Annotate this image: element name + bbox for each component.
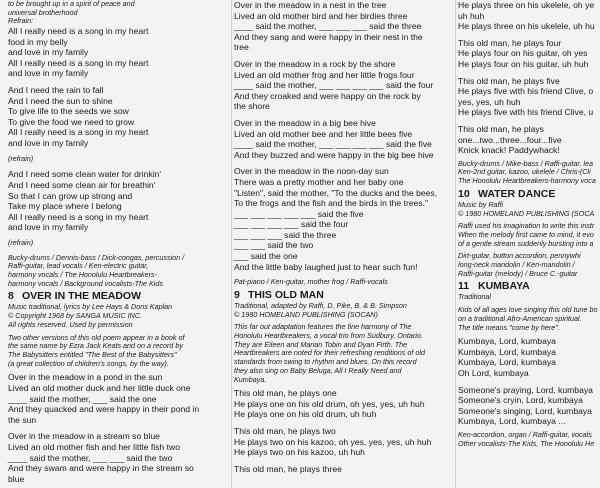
lyric-line: He plays three on his ukelele, uh hu — [458, 21, 595, 32]
note-line: © 1980 HOMELAND PUBLISHING (SOCA — [458, 208, 595, 218]
note-line: Music traditional, lyrics by Lee Hays & Doris Kaplan — [8, 302, 173, 312]
lyric-line: Take my place where I belong — [8, 201, 122, 212]
lyric-line: He plays one on his old drum, oh yes, yes, uh huh — [234, 398, 425, 409]
note-line: Traditional — [458, 292, 492, 302]
lyric-line: And I need the rain to fall — [8, 85, 104, 96]
lyric-line: He plays three on his ukelele, oh ye — [458, 0, 595, 10]
note-line: they also sing on Baby Beluga, All I Really Need and — [234, 365, 402, 375]
lyric-line: ___ ___ ___ ___ said the four — [234, 219, 349, 230]
lyric-line: And they croaked and were happy on the rock by — [234, 90, 421, 101]
note-line: Dirt-guitar, button accordion, pennywhi — [458, 251, 581, 261]
note-line: The Honolulu Heartbreakers-harmony voca — [458, 176, 596, 186]
lyric-line: To give life to the seeds we sow — [8, 106, 129, 117]
note-line: harmony vocals / Background vocalists-The Kids — [8, 278, 163, 288]
lyric-line: "Listen", said the mother, "To the ducks and the bees, — [234, 187, 438, 198]
note-line: This far out adaptation features the fine harmony of The — [234, 322, 412, 332]
lyric-line: This old man, he plays three — [234, 463, 342, 474]
lyric-line: He plays five with his friend Clive, u — [458, 107, 594, 118]
note-line: universal brotherhood — [8, 7, 78, 17]
lyric-line: Lived an old mother duck and her little duck one — [8, 382, 191, 393]
lyric-line: And they swam and were happy in the stream so — [8, 463, 194, 474]
note-line: Kumbaya. — [234, 374, 267, 384]
lyric-line: Kumbaya, Lord, kumbaya — [458, 346, 556, 357]
lyric-line: Kumbaya, Lord, kumbaya — [458, 336, 556, 347]
note-line: The title means "come by here". — [458, 322, 560, 332]
lyric-line: ____ said the mother, ___ ___ ___ said the three — [234, 21, 422, 32]
note-line: Other vocalists-The Kids, The Honolulu He — [458, 438, 595, 448]
note-line: on a traditional Afro-American spiritual. — [458, 313, 582, 323]
lyric-line: And the little baby laughed just to hear such fun! — [234, 261, 418, 272]
section-heading — [234, 289, 456, 302]
lyric-line: the sun — [8, 414, 37, 425]
note-line: Heartbreakers are noted for their refreshing renditions of old — [234, 348, 425, 358]
lyric-line: and love in my family — [8, 68, 89, 79]
lyric-line: tree — [234, 42, 249, 53]
lyric-line: He plays two on his kazoo, uh huh — [234, 447, 365, 458]
lyric-line: ____ said the mother, ___ said the one — [8, 393, 157, 404]
note-line: to be brought up in a spirit of peace and — [8, 0, 135, 8]
note-line: Honolulu Heartbreakers, a vocal trio from Sudbury, Ontario. — [234, 331, 423, 341]
section-heading — [458, 188, 600, 201]
lyric-line: All I really need is a song in my heart — [8, 57, 149, 68]
lyric-line: And I need some clean water for drinkin' — [8, 169, 162, 180]
lyric-line: There was a pretty mother and her baby one — [234, 176, 404, 187]
note-line: Music by Raffi — [458, 199, 504, 209]
track-number: 11 — [458, 280, 470, 293]
note-line: Bucky-drums / Dennis-bass / Dick-congas, percussion / — [8, 252, 185, 262]
track-title: THIS OLD MAN — [248, 288, 324, 301]
lyric-line: and love in my family — [8, 222, 89, 233]
lyric-line: Lived an old mother fish and her little fish two — [8, 441, 180, 452]
note-line: of a gentle stream suddenly bursting into a — [458, 238, 594, 248]
lyric-line: Someone's singing, Lord, kumbaya — [458, 405, 592, 416]
track-number: 8 — [8, 290, 14, 303]
lyric-line: and love in my family — [8, 47, 89, 58]
column-1 — [8, 0, 230, 484]
note-line: long-neck mandolin / Ken-mandolin / — [458, 260, 575, 270]
lyric-line: To the frogs and the fish and the birds in the trees." — [234, 198, 429, 209]
track-number: 10 — [458, 187, 470, 200]
note-line: Pat-piano / Ken-guitar, mother frog / Raffi-vocals — [234, 277, 388, 287]
lyric-line: And they sang and were happy in their nest in the — [234, 31, 423, 42]
note-line: Raffi used his imagination to write this instr — [458, 221, 595, 231]
note-line: Refrain: — [8, 16, 34, 26]
lyric-line: ____ said the mother, ___ ___ ___ ___ said the four — [234, 80, 434, 91]
lyric-line: ___ said the one — [234, 251, 298, 262]
lyric-line: Knick knack! Paddywhack! — [458, 145, 560, 156]
lyric-line: Over in the meadow in a pond in the sun — [8, 372, 163, 383]
lyric-line: Over in the meadow in a nest in the tree — [234, 0, 387, 10]
lyric-line: He plays one on his old drum, uh huh — [234, 409, 377, 420]
lyric-line: This old man, he plays four — [458, 37, 562, 48]
note-line: harmony vocals / The Honolulu Heartbreakers- — [8, 270, 158, 280]
lyric-line: Lived an old mother bird and her birdies three — [234, 10, 408, 21]
lyric-line: And they buzzed and were happy in the big bee hive — [234, 149, 434, 160]
track-title: WATER DANCE — [478, 187, 556, 200]
lyric-line: He plays four on his guitar, oh yes — [458, 48, 588, 59]
lyric-line: Someone's cryin, Lord, kumbaya — [458, 395, 583, 406]
lyric-line: Over in the meadow in a stream so blue — [8, 431, 160, 442]
note-line: © Copyright 1968 by SANGA MUSIC INC. — [8, 311, 143, 321]
lyric-line: and love in my family — [8, 138, 89, 149]
lyric-line: And I need the sun to shine — [8, 95, 113, 106]
note-line: Kids of all ages love singing this old tune bo — [458, 305, 598, 315]
lyric-line: Kumbaya, Lord, kumbaya ... — [458, 416, 566, 427]
lyric-line: ____ said the mother, ___ ___ ___ ___ said the five — [234, 139, 432, 150]
lyric-line: And they quacked and were happy in their pond in — [8, 404, 200, 415]
lyric-line: ___ ___ ___ ___ ___ said the five — [234, 208, 364, 219]
note-line: the same name by Ezra Jack Keats and on a record by — [8, 341, 183, 351]
note-line: (refrain) — [8, 237, 34, 247]
track-number: 9 — [234, 288, 240, 301]
column-3 — [458, 0, 600, 448]
lyric-line: To give the food we need to grow — [8, 116, 135, 127]
lyric-line: He plays two on his kazoo, oh yes, yes, yes, uh huh — [234, 436, 432, 447]
note-line: Traditional, adapted by Raffi, D. Pike, B. & B. Simpson — [234, 300, 407, 310]
lyric-line: ____ said the mother, ___ ___ said the two — [8, 452, 173, 463]
note-line: (refrain) — [8, 153, 34, 163]
note-line: Ken-2nd guitar, kazoo, ukelele / Chris-(Cli — [458, 167, 591, 177]
lyric-line: All I really need is a song in my heart — [8, 26, 149, 37]
lyric-line: blue — [8, 473, 25, 484]
lyric-line: Over in the meadow in a rock by the shore — [234, 58, 396, 69]
lyric-line: food in my belly — [8, 36, 68, 47]
lyric-line: This old man, he plays two — [234, 426, 336, 437]
lyric-line: Over in the meadow in a big bee hive — [234, 117, 376, 128]
note-line: © 1980 HOMELAND PUBLISHING (SOCAN) — [234, 309, 378, 319]
lyric-line: Lived an old mother bee and her little bees five — [234, 128, 413, 139]
lyric-line: one...two...three...four...five — [458, 134, 562, 145]
track-title: OVER IN THE MEADOW — [22, 290, 142, 303]
note-line: Two other versions of this old poem appear in a book of — [8, 332, 185, 342]
lyric-line: Oh Lord, kumbaya — [458, 368, 529, 379]
lyric-line: Over in the meadow in the noon-day sun — [234, 166, 389, 177]
note-line: Ken-accordion, organ / Raffi-guitar, vocals — [458, 430, 592, 440]
lyric-line: ___ ___ ___ said the three — [234, 229, 337, 240]
note-line: They are Eileen and Marian Tobin and Dyan Firth. The — [234, 339, 408, 349]
lyric-line: Lived an old mother frog and her little frogs four — [234, 69, 415, 80]
lyric-line: And I need some clean air for breathin' — [8, 179, 156, 190]
note-line: Raffi-guitar, lead vocals / Ken-electric guitar, — [8, 261, 149, 271]
lyric-line: He plays five with his friend Clive, o — [458, 86, 594, 97]
note-line: (a great collection of children's songs, by the way). — [8, 358, 169, 368]
lyric-line: So that I can grow up strong and — [8, 190, 133, 201]
lyric-line: All I really need is a song in my heart — [8, 127, 149, 138]
track-title: KUMBAYA — [478, 280, 530, 293]
note-line: When the melody first came to mind, it evo — [458, 229, 594, 239]
column-2 — [234, 0, 456, 474]
lyric-line: All I really need is a song in my heart — [8, 211, 149, 222]
lyric-line: yes, yes, uh huh — [458, 96, 521, 107]
lyric-line: This old man, he plays one — [234, 388, 337, 399]
lyric-line: This old man, he plays — [458, 123, 544, 134]
lyric-line: the shore — [234, 101, 270, 112]
note-line: Bucky-drums / Mike-bass / Raffi-guitar, lea — [458, 158, 594, 168]
note-line: standards from swing to rhythm and blues. On this record — [234, 357, 417, 367]
lyric-line: Someone's praying, Lord, kumbaya — [458, 384, 593, 395]
lyric-line: uh huh — [458, 10, 485, 21]
note-line: All rights reserved. Used by permission — [8, 319, 133, 329]
lyric-line: This old man, he plays five — [458, 75, 560, 86]
lyric-line: He plays four on his guitar, uh huh — [458, 58, 589, 69]
note-line: Raffi-guitar (melody) / Bruce C.-guitar — [458, 268, 578, 278]
note-line: The Babysitters entitled "The Best of the Babysitters" — [8, 349, 177, 359]
fold-line — [231, 0, 232, 488]
lyric-line: Kumbaya, Lord, kumbaya — [458, 357, 556, 368]
lyric-line: ___ ___ said the two — [234, 240, 314, 251]
